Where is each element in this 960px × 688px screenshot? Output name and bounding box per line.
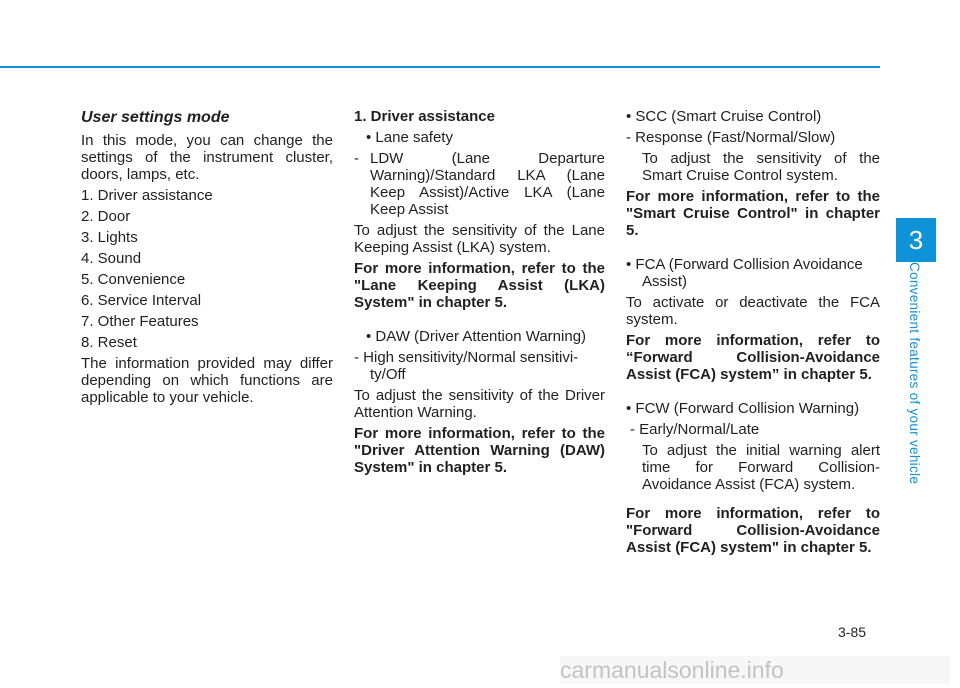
daw-reference: For more information, refer to the "Driver Attention Warning (DAW) System" in chapter 5. bbox=[354, 425, 605, 476]
ldw-dash: - bbox=[354, 150, 359, 167]
page-number: 3-85 bbox=[838, 624, 867, 640]
scc-reference: For more information, refer to the "Smart Cruise Control" in chapter 5. bbox=[626, 188, 880, 239]
ldw-options: Warning)/Standard LKA (Lane Keep Assist)/Active LKA (Lane Keep Assist bbox=[370, 167, 605, 218]
header-rule bbox=[0, 66, 880, 68]
applicability-note: The information provided may differ depending on which functions are applicable to your vehicle. bbox=[81, 355, 333, 406]
daw-options: - High sensitivity/Normal sensitivi-ty/Off bbox=[354, 349, 579, 383]
scc-options: - Response (Fast/Normal/Slow) bbox=[626, 129, 836, 146]
settings-list-item: 6. Service Interval bbox=[81, 292, 202, 309]
scc-description: To adjust the sensitivity of the Smart Cruise Control system. bbox=[642, 150, 880, 184]
fcw-options: - Early/Normal/Late bbox=[630, 421, 760, 438]
daw-description: To adjust the sensitivity of the Driver Attention Warning. bbox=[354, 387, 605, 421]
watermark: carmanualsonline.info bbox=[560, 656, 950, 684]
ldw-item bbox=[354, 150, 605, 218]
fcw-bullet: • FCW (Forward Collision Warning) bbox=[626, 400, 860, 417]
fca-reference: For more information, refer to “Forward Collision-Avoidance Assist (FCA) system” in chapter 5. bbox=[626, 332, 880, 383]
chapter-side-title: Convenient features of your vehicle bbox=[907, 262, 922, 485]
ldw-word-1: LDW bbox=[370, 150, 404, 167]
scc-bullet: • SCC (Smart Cruise Control) bbox=[626, 108, 822, 125]
settings-list bbox=[81, 187, 333, 351]
lka-description: To adjust the sensitivity of the Lane Keeping Assist (LKA) system. bbox=[354, 222, 605, 256]
fcw-description: To adjust the initial warning alert time for Forward Collision-Avoidance Assist (FCA) system. bbox=[642, 442, 880, 493]
settings-list-item: 3. Lights bbox=[81, 229, 138, 246]
daw-bullet: • DAW (Driver Attention Warning) bbox=[366, 328, 587, 345]
column-user-settings bbox=[81, 108, 333, 410]
column-scc-fca bbox=[626, 108, 880, 560]
settings-list-item: 1. Driver assistance bbox=[81, 187, 213, 204]
subsection-heading: 1. Driver assistance bbox=[354, 108, 495, 125]
settings-list-item: 8. Reset bbox=[81, 334, 137, 351]
settings-list-item: 5. Convenience bbox=[81, 271, 186, 288]
settings-list-item: 7. Other Features bbox=[81, 313, 199, 330]
column-driver-assistance bbox=[354, 108, 605, 480]
lane-safety-bullet: • Lane safety bbox=[366, 129, 453, 146]
section-heading: User settings mode bbox=[81, 109, 230, 126]
fca-bullet: • FCA (Forward Collision Avoidance Assist) bbox=[626, 256, 863, 290]
fca-description: To activate or deactivate the FCA system. bbox=[626, 294, 880, 328]
chapter-tab: 3 bbox=[896, 218, 936, 262]
fcw-reference: For more information, refer to "Forward Collision-Avoidance Assist (FCA) system" in chapter 5. bbox=[626, 505, 880, 556]
settings-list-item: 2. Door bbox=[81, 208, 131, 225]
settings-list-item: 4. Sound bbox=[81, 250, 142, 267]
lka-reference: For more information, refer to the "Lane Keeping Assist (LKA) System" in chapter 5. bbox=[354, 260, 605, 311]
intro-paragraph: In this mode, you can change the settings of the instrument cluster, doors, lamps, etc. bbox=[81, 132, 333, 183]
ldw-word-3: Departure bbox=[538, 150, 605, 167]
ldw-word-2: (Lane bbox=[451, 150, 490, 167]
